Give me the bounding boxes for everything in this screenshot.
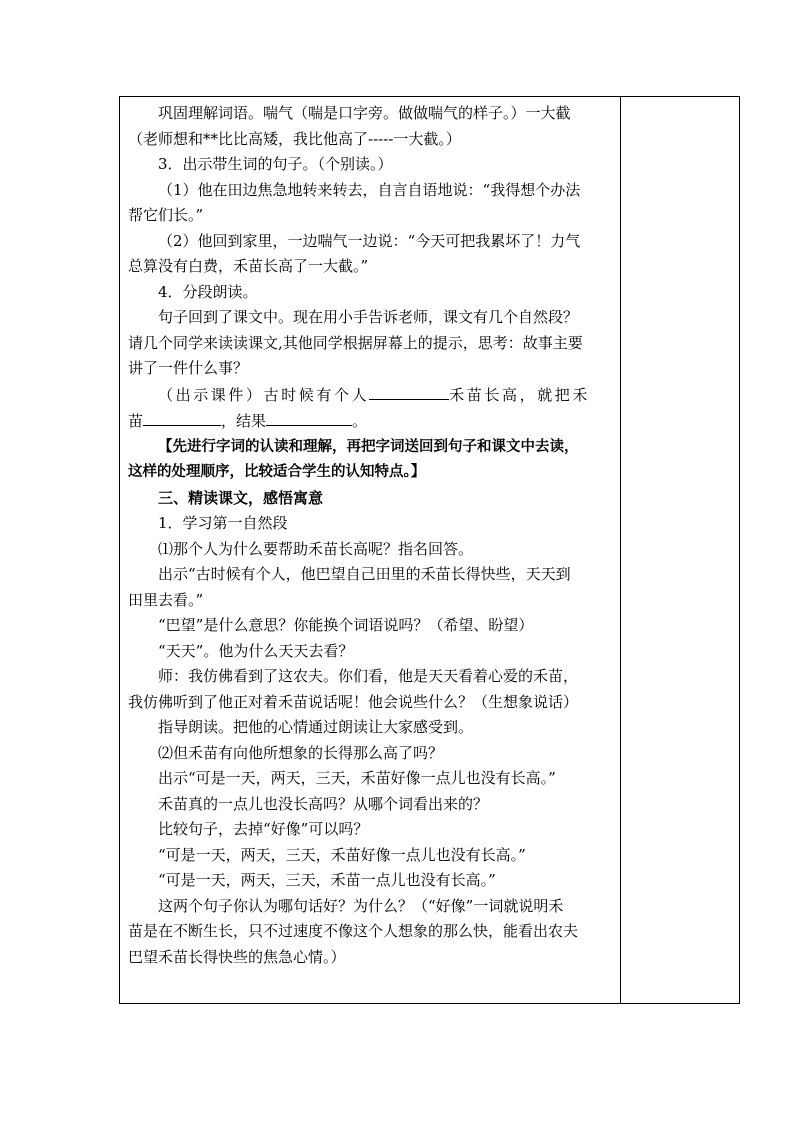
text-line: 3．出示带生词的句子。（个别读。） <box>158 155 393 173</box>
table-column-divider <box>620 97 621 1003</box>
fill-text: 禾苗长高，就把禾 <box>449 385 591 404</box>
text-line: 4．分段朗读。 <box>158 282 258 301</box>
text-line: 这两个句子你认为哪句话好？为什么？（“好像”一词就说明禾 <box>158 896 564 915</box>
text-line: （老师想和**比比高矮，我比他高了-----一大截。） <box>128 129 461 148</box>
text-line: “可是一天，两天，三天，禾苗一点儿也没有长高。” <box>158 871 496 889</box>
text-line: 句子回到了课文中。现在用小手告诉老师，课文有几个自然段？ <box>158 308 579 326</box>
section-title: 三、精读课文，感悟寓意 <box>158 488 324 507</box>
lesson-table <box>119 96 740 1004</box>
text-line: ⑴那个人为什么要帮助禾苗长高呢？指名回答。 <box>158 539 474 558</box>
design-note: 这样的处理顺序，比较适合学生的认知特点。】 <box>128 464 426 480</box>
text-line: 巩固理解词语。喘气（喘是口字旁。做做喘气的样子。）一大截 <box>158 104 571 122</box>
text-line: 师：我仿佛看到了这农夫。你们看，他是天天看着心爱的禾苗， <box>158 667 579 685</box>
fill-in-line <box>128 382 616 409</box>
fill-in-line <box>128 408 616 435</box>
text-line: ⑵但禾苗有向他所想象的长得那么高了吗？ <box>158 743 444 762</box>
text-line: （1）他在田边焦急地转来转去，自言自语地说：“我得想个办法 <box>158 180 581 199</box>
text-line: （2）他回到家里，一边喘气一边说：“今天可把我累坏了！力气 <box>158 231 581 250</box>
text-line: “巴望”是什么意思？你能换个词语说吗？（希望、盼望） <box>158 616 534 634</box>
fill-text: 。 <box>352 412 368 430</box>
text-line: 指导朗读。把他的心情通过朗读让大家感受到。 <box>158 718 474 736</box>
design-note: 【先进行字词的认读和理解，再把字词送回到句子和课文中去读， <box>158 438 579 455</box>
text-line: 我仿佛听到了他正对着禾苗说话呢！他会说些什么？（生想象说话） <box>128 692 579 711</box>
fill-blank <box>266 408 352 426</box>
fill-text: 苗 <box>128 412 144 430</box>
text-line: 总算没有白费，禾苗长高了一大截。” <box>128 257 369 275</box>
text-line: 讲了一件什么事？ <box>128 359 249 377</box>
text-line: 巴望禾苗长得快些的焦急心情。） <box>128 947 346 966</box>
fill-blank <box>143 408 221 426</box>
text-line: 1．学习第一自然段 <box>158 514 288 532</box>
text-line: 请几个同学来读读课文,其他同学根据屏幕上的提示，思考：故事主要 <box>128 333 583 352</box>
fill-blank <box>369 382 449 400</box>
text-line: 田里去看。” <box>128 590 204 609</box>
text-line: 帮它们长。” <box>128 206 204 224</box>
text-line: “天天”。他为什么天天去看？ <box>158 641 354 660</box>
text-line: 禾苗真的一点儿也没长高吗？从哪个词看出来的？ <box>158 794 489 813</box>
text-line: 苗是在不断生长，只不过速度不像这个人想象的那么快，能看出农夫 <box>128 922 579 940</box>
lesson-content <box>128 101 616 970</box>
text-line: 出示“可是一天，两天，三天，禾苗好像一点儿也没有长高。” <box>158 769 556 787</box>
fill-text: （出示课件）古时候有个人 <box>158 385 370 404</box>
text-line: 出示“古时候有个人，他巴望自己田里的禾苗长得快些，天天到 <box>158 565 571 583</box>
text-line: “可是一天，两天，三天，禾苗好像一点儿也没有长高。” <box>158 845 526 864</box>
fill-text: ，结果 <box>221 412 267 430</box>
text-line: 比较句子，去掉“好像”可以吗？ <box>158 820 369 838</box>
